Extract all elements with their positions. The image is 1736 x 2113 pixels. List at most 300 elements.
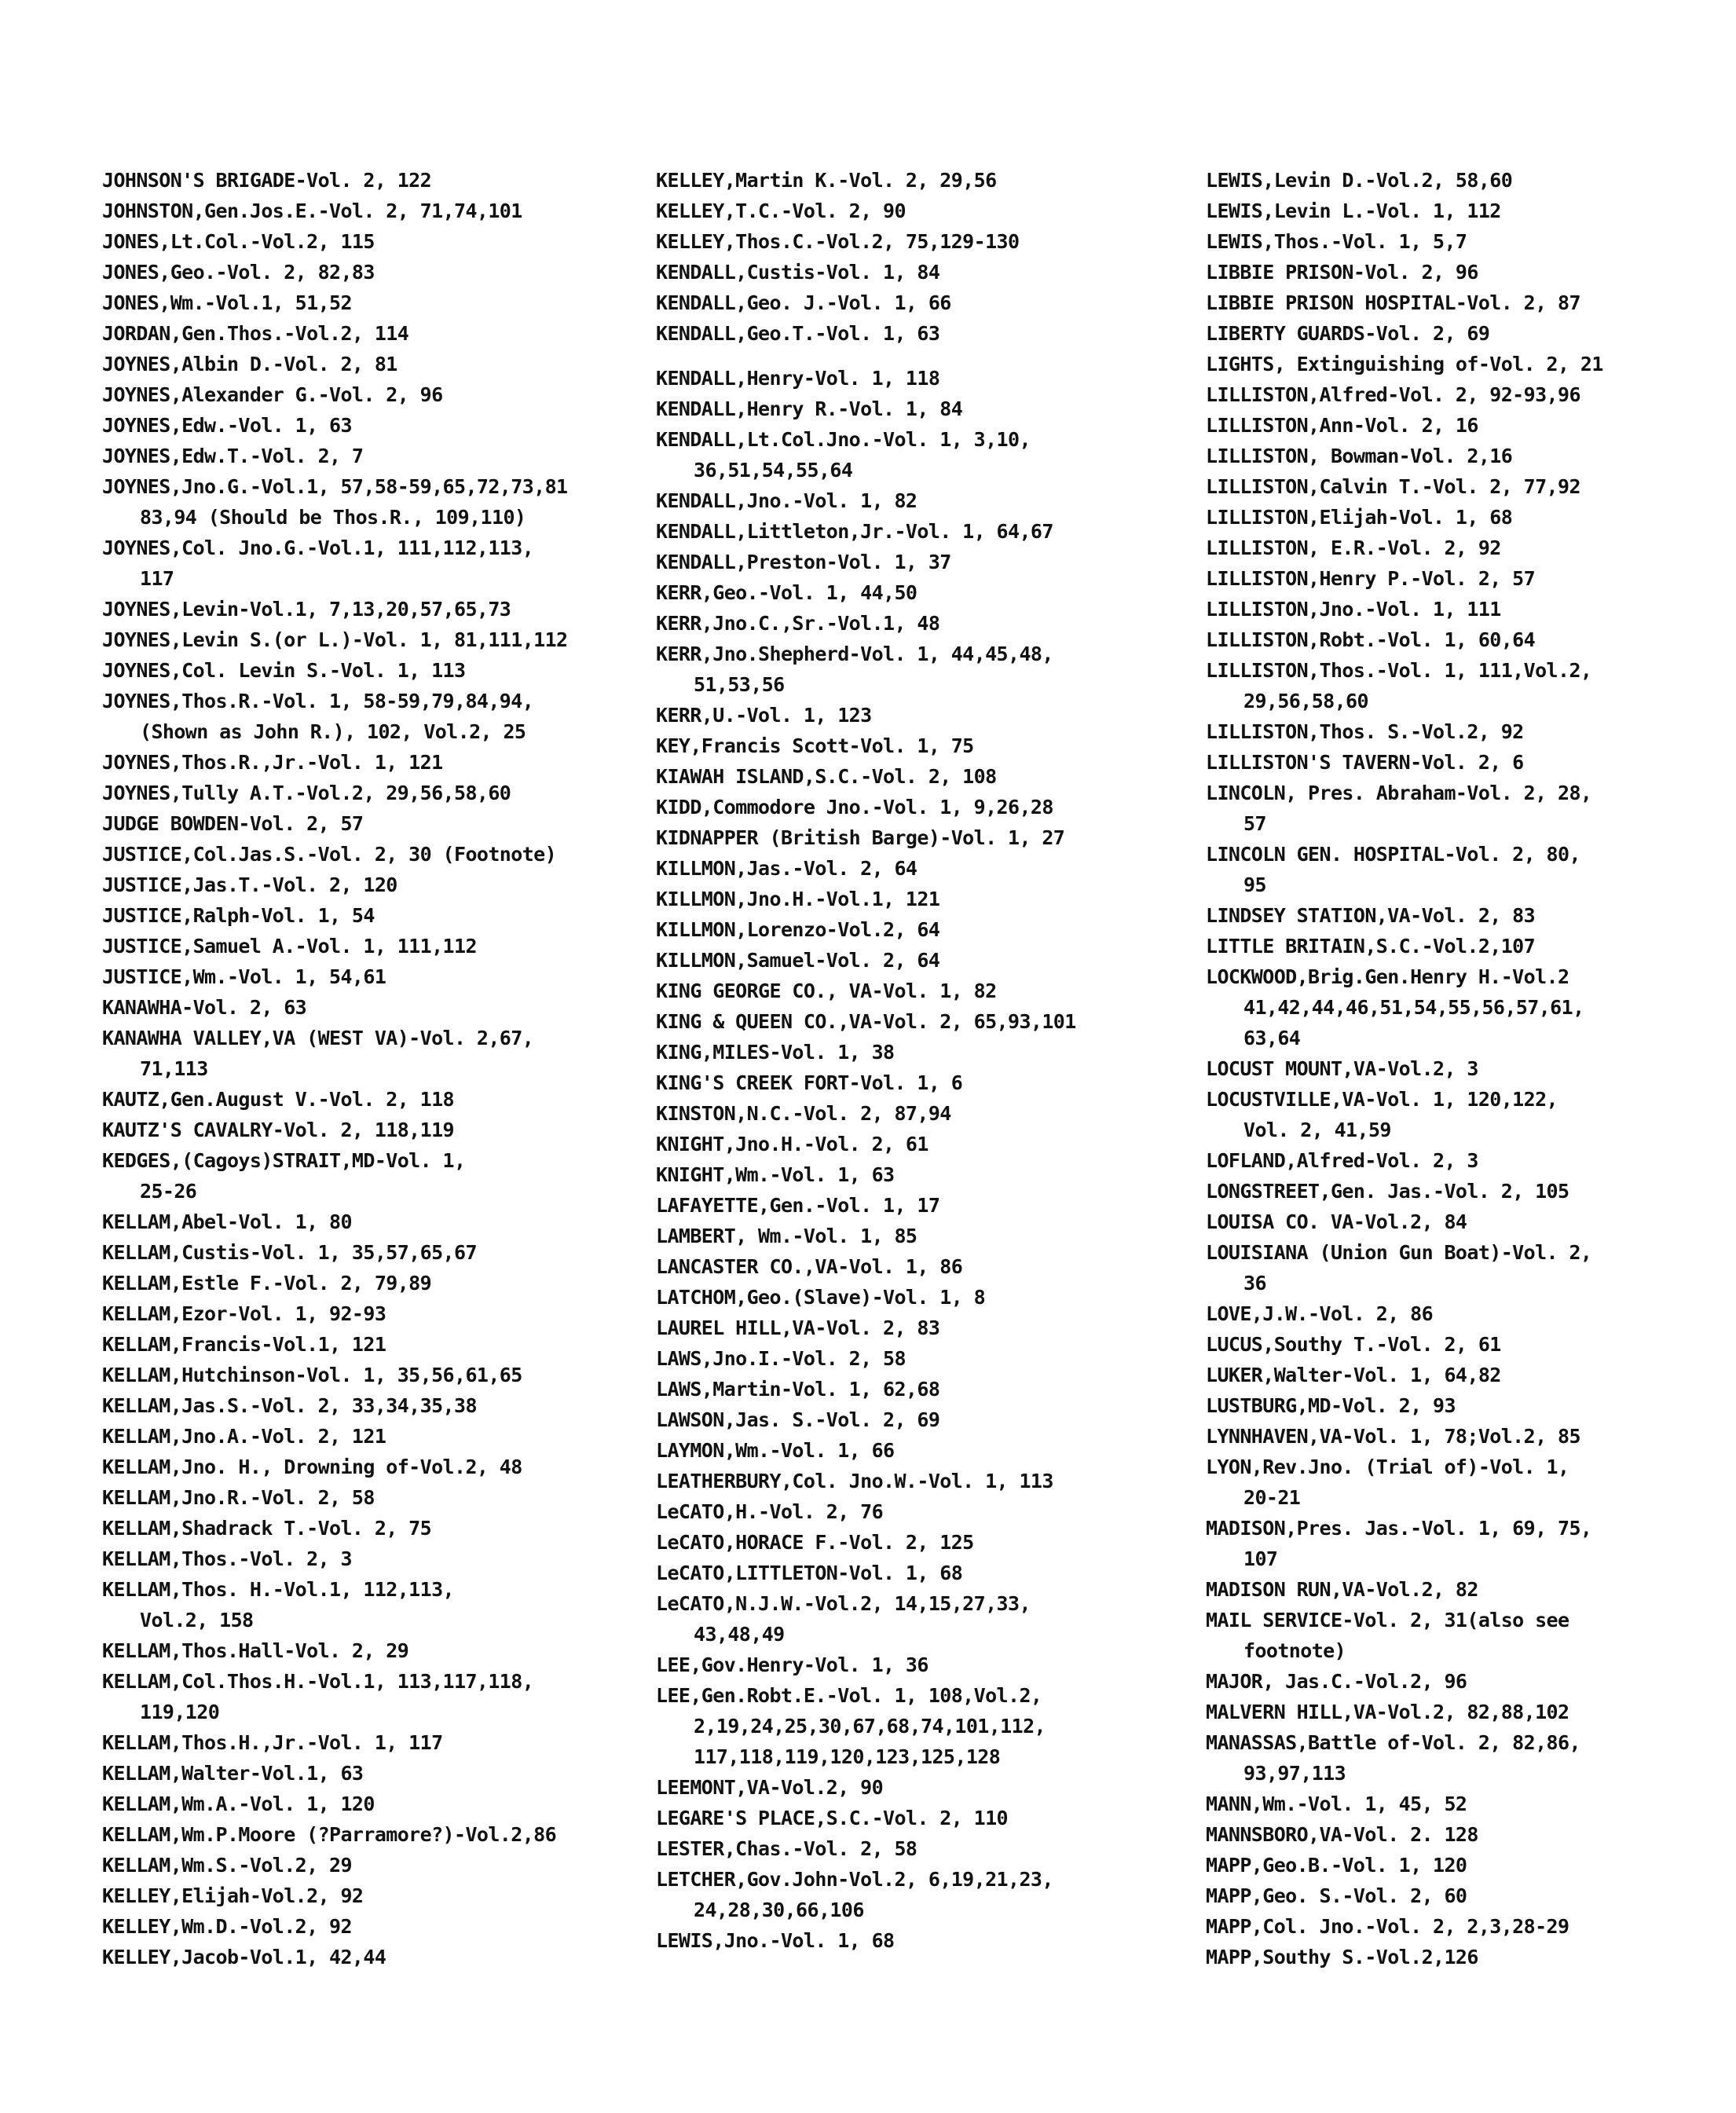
index-entry [1206, 1329, 1709, 1360]
index-entry-text: LeCATO,N.J.W.-Vol.2, 14,15,27,33, [656, 1592, 1031, 1615]
index-entry [656, 1558, 1159, 1588]
index-entry [656, 639, 1159, 700]
index-entry [102, 1880, 605, 1911]
index-entry [1206, 1574, 1709, 1605]
index-entry [102, 318, 605, 349]
index-entry [1206, 1697, 1709, 1727]
index-entry [656, 1496, 1159, 1527]
index-entry [656, 1864, 1159, 1925]
index-entry [1206, 165, 1709, 196]
index-entry [102, 778, 605, 808]
index-entry-text: LOCKWOOD,Brig.Gen.Henry H.-Vol.2 [1206, 965, 1569, 988]
index-entry [102, 1666, 605, 1727]
index-entry [1206, 196, 1709, 226]
index-entry-text: KANAWHA-Vol. 2, 63 [102, 996, 307, 1019]
index-entry-continuation: 57 [1243, 812, 1266, 835]
index-entry [656, 853, 1159, 884]
index-entry-text: LILLISTON, E.R.-Vol. 2, 92 [1206, 536, 1501, 559]
index-entry-text: LIGHTS, Extinguishing of-Vol. 2, 21 [1206, 353, 1603, 375]
index-entry [1206, 931, 1709, 961]
index-column-2 [656, 165, 1159, 1956]
index-entry-text: LEWIS,Levin L.-Vol. 1, 112 [1206, 200, 1501, 222]
index-entry-text: JOYNES,Levin-Vol.1, 7,13,20,57,65,73 [102, 598, 511, 621]
index-entry-text: KERR,Geo.-Vol. 1, 44,50 [656, 581, 917, 604]
index-entry [1206, 226, 1709, 257]
index-entry [1206, 1360, 1709, 1390]
index-entry-text: KELLAM,Jno.A.-Vol. 2, 121 [102, 1425, 386, 1448]
index-entry-text: LAMBERT, Wm.-Vol. 1, 85 [656, 1225, 917, 1247]
index-entry-continuation: 36,51,54,55,64 [694, 459, 853, 482]
index-entry [1206, 1207, 1709, 1237]
index-entry-text: KEY,Francis Scott-Vol. 1, 75 [656, 734, 974, 757]
index-entry-text: LAWSON,Jas. S.-Vol. 2, 69 [656, 1408, 940, 1431]
index-entry-text: KELLAM,Ezor-Vol. 1, 92-93 [102, 1302, 386, 1325]
index-entry [656, 1435, 1159, 1466]
index-entry-text: KERR,Jno.Shepherd-Vol. 1, 44,45,48, [656, 643, 1053, 665]
index-entry-text: KING'S CREEK FORT-Vol. 1, 6 [656, 1071, 963, 1094]
index-entry-text: MALVERN HILL,VA-Vol.2, 82,88,102 [1206, 1701, 1569, 1723]
index-entry-text: KELLAM,Custis-Vol. 1, 35,57,65,67 [102, 1241, 477, 1264]
index-entry-text: LEE,Gen.Robt.E.-Vol. 1, 108,Vol.2, [656, 1684, 1042, 1707]
index-entry-text: LINDSEY STATION,VA-Vol. 2, 83 [1206, 904, 1536, 927]
index-entry [102, 1237, 605, 1268]
index-entry [656, 1803, 1159, 1833]
index-entry [102, 1298, 605, 1329]
index-entry-text: KELLAM,Thos.-Vol. 2, 3 [102, 1547, 352, 1570]
index-entry-text: KELLAM,Francis-Vol.1, 121 [102, 1333, 386, 1356]
index-entry [1206, 1513, 1709, 1574]
index-entry-continuation: 63,64 [1243, 1027, 1301, 1049]
index-entry [1206, 257, 1709, 287]
index-entry-text: JOYNES,Thos.R.,Jr.-Vol. 1, 121 [102, 751, 443, 774]
index-entry-text: KING GEORGE CO., VA-Vol. 1, 82 [656, 980, 997, 1002]
index-entry-text: JONES,Geo.-Vol. 2, 82,83 [102, 261, 375, 284]
index-entry [102, 1207, 605, 1237]
index-entry [1206, 287, 1709, 318]
index-entry [1206, 655, 1709, 716]
index-entry-text: LETCHER,Gov.John-Vol.2, 6,19,21,23, [656, 1868, 1053, 1891]
index-entry [102, 655, 605, 686]
index-entry [102, 533, 605, 594]
index-entry [102, 1850, 605, 1880]
index-entry-continuation: 117 [140, 567, 174, 590]
index-entry [1206, 1789, 1709, 1819]
index-entry [102, 931, 605, 961]
index-entry-text: LITTLE BRITAIN,S.C.-Vol.2,107 [1206, 935, 1536, 958]
index-entry-text: JORDAN,Gen.Thos.-Vol.2, 114 [102, 322, 409, 345]
index-entry-text: LILLISTON'S TAVERN-Vol. 2, 6 [1206, 751, 1524, 774]
index-entry [102, 839, 605, 870]
index-entry [1206, 1421, 1709, 1452]
index-entry [1206, 961, 1709, 1053]
index-entry-text: LONGSTREET,Gen. Jas.-Vol. 2, 105 [1206, 1180, 1569, 1203]
index-entry-text: KELLAM,Thos. H.-Vol.1, 112,113, [102, 1578, 454, 1601]
index-entry-text: JUDGE BOWDEN-Vol. 2, 57 [102, 812, 364, 835]
index-entry [1206, 533, 1709, 563]
index-entry [656, 196, 1159, 226]
index-entry-text: KERR,Jno.C.,Sr.-Vol.1, 48 [656, 612, 940, 635]
index-entry-continuation: 95 [1243, 873, 1266, 896]
index-entry [656, 608, 1159, 639]
index-entry [1206, 349, 1709, 379]
index-entry-text: KELLEY,Wm.D.-Vol.2, 92 [102, 1915, 352, 1938]
index-entry-text: MADISON,Pres. Jas.-Vol. 1, 69, 75, [1206, 1517, 1592, 1540]
index-entry-text: MAPP,Geo.B.-Vol. 1, 120 [1206, 1854, 1467, 1877]
index-entry [656, 1313, 1159, 1343]
index-entry [102, 287, 605, 318]
index-entry [102, 165, 605, 196]
index-entry-text: KIDNAPPER (British Barge)-Vol. 1, 27 [656, 826, 1065, 849]
index-entry [102, 1115, 605, 1145]
index-entry [656, 945, 1159, 976]
index-entry [656, 822, 1159, 853]
index-entry [102, 1452, 605, 1482]
index-entry-text: KING & QUEEN CO.,VA-Vol. 2, 65,93,101 [656, 1010, 1076, 1033]
index-entry-text: JOYNES,Col. Levin S.-Vol. 1, 113 [102, 659, 466, 682]
index-entry-continuation: 119,120 [140, 1701, 220, 1723]
index-entry-text: LAYMON,Wm.-Vol. 1, 66 [656, 1439, 895, 1462]
index-entry [656, 700, 1159, 731]
index-entry-text: JOYNES,Levin S.(or L.)-Vol. 1, 81,111,112 [102, 628, 568, 651]
index-entry-text: KELLAM,Jno.R.-Vol. 2, 58 [102, 1486, 375, 1509]
index-entry-text: LAUREL HILL,VA-Vol. 2, 83 [656, 1317, 940, 1339]
index-entry-text: LAWS,Jno.I.-Vol. 2, 58 [656, 1347, 906, 1370]
index-entry-text: KAUTZ'S CAVALRY-Vol. 2, 118,119 [102, 1119, 454, 1141]
index-entry-text: KILLMON,Samuel-Vol. 2, 64 [656, 949, 940, 972]
index-entry-text: MAIL SERVICE-Vol. 2, 31(also see [1206, 1609, 1569, 1631]
index-entry [656, 1925, 1159, 1956]
index-entry [1206, 1237, 1709, 1298]
index-entry [656, 1833, 1159, 1864]
index-entry [656, 1343, 1159, 1374]
index-entry [102, 1329, 605, 1360]
index-entry-text: LIBBIE PRISON-Vol. 2, 96 [1206, 261, 1478, 284]
index-entry-text: JOHNSTON,Gen.Jos.E.-Vol. 2, 71,74,101 [102, 200, 522, 222]
index-entry-continuation: (Shown as John R.), 102, Vol.2, 25 [140, 720, 526, 743]
index-entry-text: LeCATO,H.-Vol. 2, 76 [656, 1500, 884, 1523]
index-entry [102, 1268, 605, 1298]
index-entry [1206, 778, 1709, 839]
index-entry-text: KENDALL,Jno.-Vol. 1, 82 [656, 489, 917, 512]
index-entry-text: LINCOLN, Pres. Abraham-Vol. 2, 28, [1206, 782, 1592, 804]
index-entry-text: KELLAM,Abel-Vol. 1, 80 [102, 1210, 352, 1233]
index-entry-text: JUSTICE,Col.Jas.S.-Vol. 2, 30 (Footnote) [102, 843, 557, 866]
index-entry [1206, 379, 1709, 410]
index-entry-text: LILLISTON,Thos.-Vol. 1, 111,Vol.2, [1206, 659, 1592, 682]
index-entry-text: MAJOR, Jas.C.-Vol.2, 96 [1206, 1670, 1467, 1693]
index-entry [1206, 1666, 1709, 1697]
index-entry [1206, 900, 1709, 931]
index-entry-continuation: 29,56,58,60 [1243, 690, 1368, 712]
index-entry-text: KILLMON,Lorenzo-Vol.2, 64 [656, 918, 940, 941]
index-entry [102, 1482, 605, 1513]
index-entry-text: LEEMONT,VA-Vol.2, 90 [656, 1776, 884, 1799]
index-entry [656, 1374, 1159, 1404]
index-entry-text: MAPP,Col. Jno.-Vol. 2, 2,3,28-29 [1206, 1915, 1569, 1938]
index-entry [102, 1023, 605, 1084]
index-entry [1206, 502, 1709, 533]
index-entry-text: LUCUS,Southy T.-Vol. 2, 61 [1206, 1333, 1501, 1356]
index-entry-text: LEWIS,Jno.-Vol. 1, 68 [656, 1929, 895, 1952]
index-entry-continuation: footnote) [1243, 1639, 1346, 1662]
index-entry [656, 1650, 1159, 1680]
index-entry [102, 686, 605, 747]
index-entry-text: LAFAYETTE,Gen.-Vol. 1, 17 [656, 1194, 940, 1217]
index-entry-text: KIDD,Commodore Jno.-Vol. 1, 9,26,28 [656, 796, 1053, 818]
index-entry [656, 165, 1159, 196]
index-entry-text: LOCUSTVILLE,VA-Vol. 1, 120,122, [1206, 1088, 1558, 1111]
index-entry-text: JONES,Lt.Col.-Vol.2, 115 [102, 230, 375, 253]
index-entry [1206, 594, 1709, 624]
index-entry-text: LILLISTON,Ann-Vol. 2, 16 [1206, 414, 1478, 437]
index-entry-text: MAPP,Geo. S.-Vol. 2, 60 [1206, 1884, 1467, 1907]
index-column-1 [102, 165, 605, 1972]
index-entry [102, 1544, 605, 1574]
index-entry-text: KENDALL,Geo. J.-Vol. 1, 66 [656, 291, 951, 314]
index-entry-text: LYON,Rev.Jno. (Trial of)-Vol. 1, [1206, 1456, 1569, 1478]
index-entry-text: MANNSBORO,VA-Vol. 2. 128 [1206, 1823, 1478, 1846]
index-entry-text: LOFLAND,Alfred-Vol. 2, 3 [1206, 1149, 1478, 1172]
index-entry [656, 1404, 1159, 1435]
index-entry [656, 761, 1159, 792]
index-entry [102, 747, 605, 778]
index-entry [1206, 410, 1709, 441]
index-entry [102, 441, 605, 471]
index-entry-text: MADISON RUN,VA-Vol.2, 82 [1206, 1578, 1478, 1601]
index-entry [656, 1680, 1159, 1772]
entry-spacer [656, 349, 1159, 363]
index-entry-text: LUKER,Walter-Vol. 1, 64,82 [1206, 1364, 1501, 1386]
index-entry-text: JOYNES,Thos.R.-Vol. 1, 58-59,79,84,94, [102, 690, 534, 712]
index-entry [102, 1789, 605, 1819]
index-entry [656, 731, 1159, 761]
index-entry [1206, 1850, 1709, 1880]
index-entry [1206, 1390, 1709, 1421]
index-entry-text: LUSTBURG,MD-Vol. 2, 93 [1206, 1394, 1456, 1417]
index-entry [1206, 441, 1709, 471]
index-entry-text: LOVE,J.W.-Vol. 2, 86 [1206, 1302, 1434, 1325]
index-entry [102, 870, 605, 900]
index-entry-text: LILLISTON,Elijah-Vol. 1, 68 [1206, 506, 1513, 529]
index-entry [1206, 1176, 1709, 1207]
index-entry-text: JUSTICE,Jas.T.-Vol. 2, 120 [102, 873, 397, 896]
index-entry [1206, 1145, 1709, 1176]
index-entry [656, 363, 1159, 394]
index-entry-text: KINSTON,N.C.-Vol. 2, 87,94 [656, 1102, 951, 1125]
index-entry-text: LILLISTON,Jno.-Vol. 1, 111 [1206, 598, 1501, 621]
index-entry [1206, 471, 1709, 502]
index-entry [656, 792, 1159, 822]
index-entry-text: JOYNES,Edw.T.-Vol. 2, 7 [102, 445, 364, 467]
index-entry [656, 1159, 1159, 1190]
index-entry [656, 424, 1159, 485]
index-entry-text: KELLAM,Walter-Vol.1, 63 [102, 1762, 364, 1785]
index-entry [102, 1390, 605, 1421]
index-entry-continuation: 117,118,119,120,123,125,128 [694, 1745, 1001, 1768]
index-entry-text: LATCHOM,Geo.(Slave)-Vol. 1, 8 [656, 1286, 986, 1309]
index-entry-text: KELLEY,Thos.C.-Vol.2, 75,129-130 [656, 230, 1020, 253]
index-entry [656, 1772, 1159, 1803]
index-entry [656, 976, 1159, 1006]
index-entry-text: LOCUST MOUNT,VA-Vol.2, 3 [1206, 1057, 1478, 1080]
index-entry-text: KILLMON,Jno.H.-Vol.1, 121 [656, 888, 940, 910]
index-entry-text: LINCOLN GEN. HOSPITAL-Vol. 2, 80, [1206, 843, 1580, 866]
index-entry [102, 900, 605, 931]
index-entry-continuation: Vol.2, 158 [140, 1609, 254, 1631]
index-entry [1206, 839, 1709, 900]
index-entry-text: KELLAM,Wm.S.-Vol.2, 29 [102, 1854, 352, 1877]
index-entry [102, 1084, 605, 1115]
index-entry-text: JOYNES,Jno.G.-Vol.1, 57,58-59,65,72,73,81 [102, 475, 568, 498]
index-entry-text: KELLEY,Martin K.-Vol. 2, 29,56 [656, 169, 997, 192]
index-entry-text: LIBERTY GUARDS-Vol. 2, 69 [1206, 322, 1490, 345]
index-entry-text: JUSTICE,Wm.-Vol. 1, 54,61 [102, 965, 386, 988]
index-entry [1206, 1942, 1709, 1972]
index-entry [102, 1942, 605, 1972]
index-entry [102, 808, 605, 839]
index-entry-text: LILLISTON,Thos. S.-Vol.2, 92 [1206, 720, 1524, 743]
index-entry [656, 318, 1159, 349]
index-entry-text: LOUISA CO. VA-Vol.2, 84 [1206, 1210, 1467, 1233]
index-entry-text: KERR,U.-Vol. 1, 123 [656, 704, 872, 727]
index-entry-text: JOHNSON'S BRIGADE-Vol. 2, 122 [102, 169, 432, 192]
index-entry [656, 394, 1159, 424]
index-entry [656, 1190, 1159, 1221]
index-entry-text: LILLISTON,Henry P.-Vol. 2, 57 [1206, 567, 1536, 590]
index-entry [1206, 624, 1709, 655]
index-entry [1206, 747, 1709, 778]
index-entry-text: KELLEY,Jacob-Vol.1, 42,44 [102, 1946, 386, 1968]
index-entry-text: KELLAM,Wm.P.Moore (?Parramore?)-Vol.2,86 [102, 1823, 557, 1846]
index-entry-text: KENDALL,Custis-Vol. 1, 84 [656, 261, 940, 284]
index-entry [102, 196, 605, 226]
index-entry-text: KELLAM,Col.Thos.H.-Vol.1, 113,117,118, [102, 1670, 534, 1693]
index-entry-continuation: 2,19,24,25,30,67,68,74,101,112, [694, 1715, 1046, 1738]
index-entry-text: LILLISTON,Robt.-Vol. 1, 60,64 [1206, 628, 1536, 651]
index-entry-text: KELLAM,Hutchinson-Vol. 1, 35,56,61,65 [102, 1364, 522, 1386]
index-entry [656, 1098, 1159, 1129]
index-entry-continuation: 71,113 [140, 1057, 208, 1080]
index-entry-text: JOYNES,Alexander G.-Vol. 2, 96 [102, 383, 443, 406]
index-entry-text: KELLAM,Thos.Hall-Vol. 2, 29 [102, 1639, 409, 1662]
index-entry [1206, 1880, 1709, 1911]
index-entry [102, 1574, 605, 1635]
index-entry [656, 257, 1159, 287]
index-entry [656, 1006, 1159, 1037]
index-entry-text: KEDGES,(Cagoys)STRAIT,MD-Vol. 1, [102, 1149, 466, 1172]
index-entry [102, 624, 605, 655]
index-entry-text: KELLEY,Elijah-Vol.2, 92 [102, 1884, 364, 1907]
index-entry [1206, 716, 1709, 747]
index-entry [102, 961, 605, 992]
index-entry-text: LEWIS,Thos.-Vol. 1, 5,7 [1206, 230, 1467, 253]
index-entry [102, 1758, 605, 1789]
index-entry [102, 1727, 605, 1758]
index-entry [102, 471, 605, 533]
index-entry [1206, 1911, 1709, 1942]
index-entry [1206, 1727, 1709, 1789]
index-entry [102, 1513, 605, 1544]
index-entry-text: KENDALL,Preston-Vol. 1, 37 [656, 551, 951, 573]
index-entry-text: KENDALL,Henry R.-Vol. 1, 84 [656, 397, 963, 420]
index-entry-text: MANN,Wm.-Vol. 1, 45, 52 [1206, 1793, 1467, 1815]
index-entry [656, 1527, 1159, 1558]
index-entry-text: LEWIS,Levin D.-Vol.2, 58,60 [1206, 169, 1513, 192]
index-entry-text: KNIGHT,Jno.H.-Vol. 2, 61 [656, 1133, 928, 1155]
index-entry [1206, 1084, 1709, 1145]
index-entry [102, 594, 605, 624]
index-entry-text: JOYNES,Col. Jno.G.-Vol.1, 111,112,113, [102, 536, 534, 559]
index-entry-continuation: 93,97,113 [1243, 1762, 1346, 1785]
index-entry [656, 226, 1159, 257]
index-entry-text: LILLISTON, Bowman-Vol. 2,16 [1206, 445, 1513, 467]
index-entry [1206, 563, 1709, 594]
index-entry-text: JUSTICE,Samuel A.-Vol. 1, 111,112 [102, 935, 477, 958]
index-entry [102, 349, 605, 379]
index-entry-text: KING,MILES-Vol. 1, 38 [656, 1041, 895, 1064]
index-entry-text: LESTER,Chas.-Vol. 2, 58 [656, 1837, 917, 1860]
index-entry [1206, 1605, 1709, 1666]
index-entry-text: LIBBIE PRISON HOSPITAL-Vol. 2, 87 [1206, 291, 1580, 314]
index-entry-continuation: 51,53,56 [694, 673, 785, 696]
index-entry-text: LILLISTON,Alfred-Vol. 2, 92-93,96 [1206, 383, 1580, 406]
index-entry-text: JOYNES,Albin D.-Vol. 2, 81 [102, 353, 397, 375]
index-entry-text: LEATHERBURY,Col. Jno.W.-Vol. 1, 113 [656, 1470, 1053, 1492]
index-entry-text: JOYNES,Edw.-Vol. 1, 63 [102, 414, 352, 437]
index-column-3 [1206, 165, 1709, 1972]
index-entry-text: LOUISIANA (Union Gun Boat)-Vol. 2, [1206, 1241, 1592, 1264]
index-entry-text: LAWS,Martin-Vol. 1, 62,68 [656, 1378, 940, 1401]
index-entry-continuation: 41,42,44,46,51,54,55,56,57,61, [1243, 996, 1584, 1019]
index-entry-text: KIAWAH ISLAND,S.C.-Vol. 2, 108 [656, 765, 997, 788]
index-entry [1206, 1452, 1709, 1513]
index-entry [656, 884, 1159, 914]
index-entry-text: LANCASTER CO.,VA-Vol. 1, 86 [656, 1255, 963, 1278]
index-entry [656, 577, 1159, 608]
index-entry-continuation: 83,94 (Should be Thos.R., 109,110) [140, 506, 526, 529]
index-entry [656, 1221, 1159, 1251]
index-entry-text: LILLISTON,Calvin T.-Vol. 2, 77,92 [1206, 475, 1580, 498]
index-entry [656, 1129, 1159, 1159]
index-entry-text: KANAWHA VALLEY,VA (WEST VA)-Vol. 2,67, [102, 1027, 534, 1049]
index-entry [656, 516, 1159, 547]
index-entry [656, 1588, 1159, 1650]
index-entry [102, 1819, 605, 1850]
index-entry [1206, 1298, 1709, 1329]
index-entry-text: KELLAM,Wm.A.-Vol. 1, 120 [102, 1793, 375, 1815]
index-entry-text: KENDALL,Lt.Col.Jno.-Vol. 1, 3,10, [656, 428, 1031, 451]
index-entry [656, 914, 1159, 945]
index-entry [1206, 1053, 1709, 1084]
index-entry [102, 1360, 605, 1390]
index-entry-text: KELLEY,T.C.-Vol. 2, 90 [656, 200, 906, 222]
index-entry-text: MAPP,Southy S.-Vol.2,126 [1206, 1946, 1478, 1968]
index-entry-text: KELLAM,Thos.H.,Jr.-Vol. 1, 117 [102, 1731, 443, 1754]
index-entry [656, 1466, 1159, 1496]
index-entry [656, 547, 1159, 577]
index-entry [102, 226, 605, 257]
index-entry-text: KENDALL,Henry-Vol. 1, 118 [656, 367, 940, 390]
index-entry [102, 1635, 605, 1666]
index-entry [102, 410, 605, 441]
index-entry-text: KNIGHT,Wm.-Vol. 1, 63 [656, 1163, 895, 1186]
index-entry [102, 1145, 605, 1207]
index-entry [102, 257, 605, 287]
index-entry-text: KAUTZ,Gen.August V.-Vol. 2, 118 [102, 1088, 454, 1111]
index-entry [1206, 1819, 1709, 1850]
index-entry-continuation: 20-21 [1243, 1486, 1301, 1509]
index-entry-continuation: 36 [1243, 1272, 1266, 1295]
